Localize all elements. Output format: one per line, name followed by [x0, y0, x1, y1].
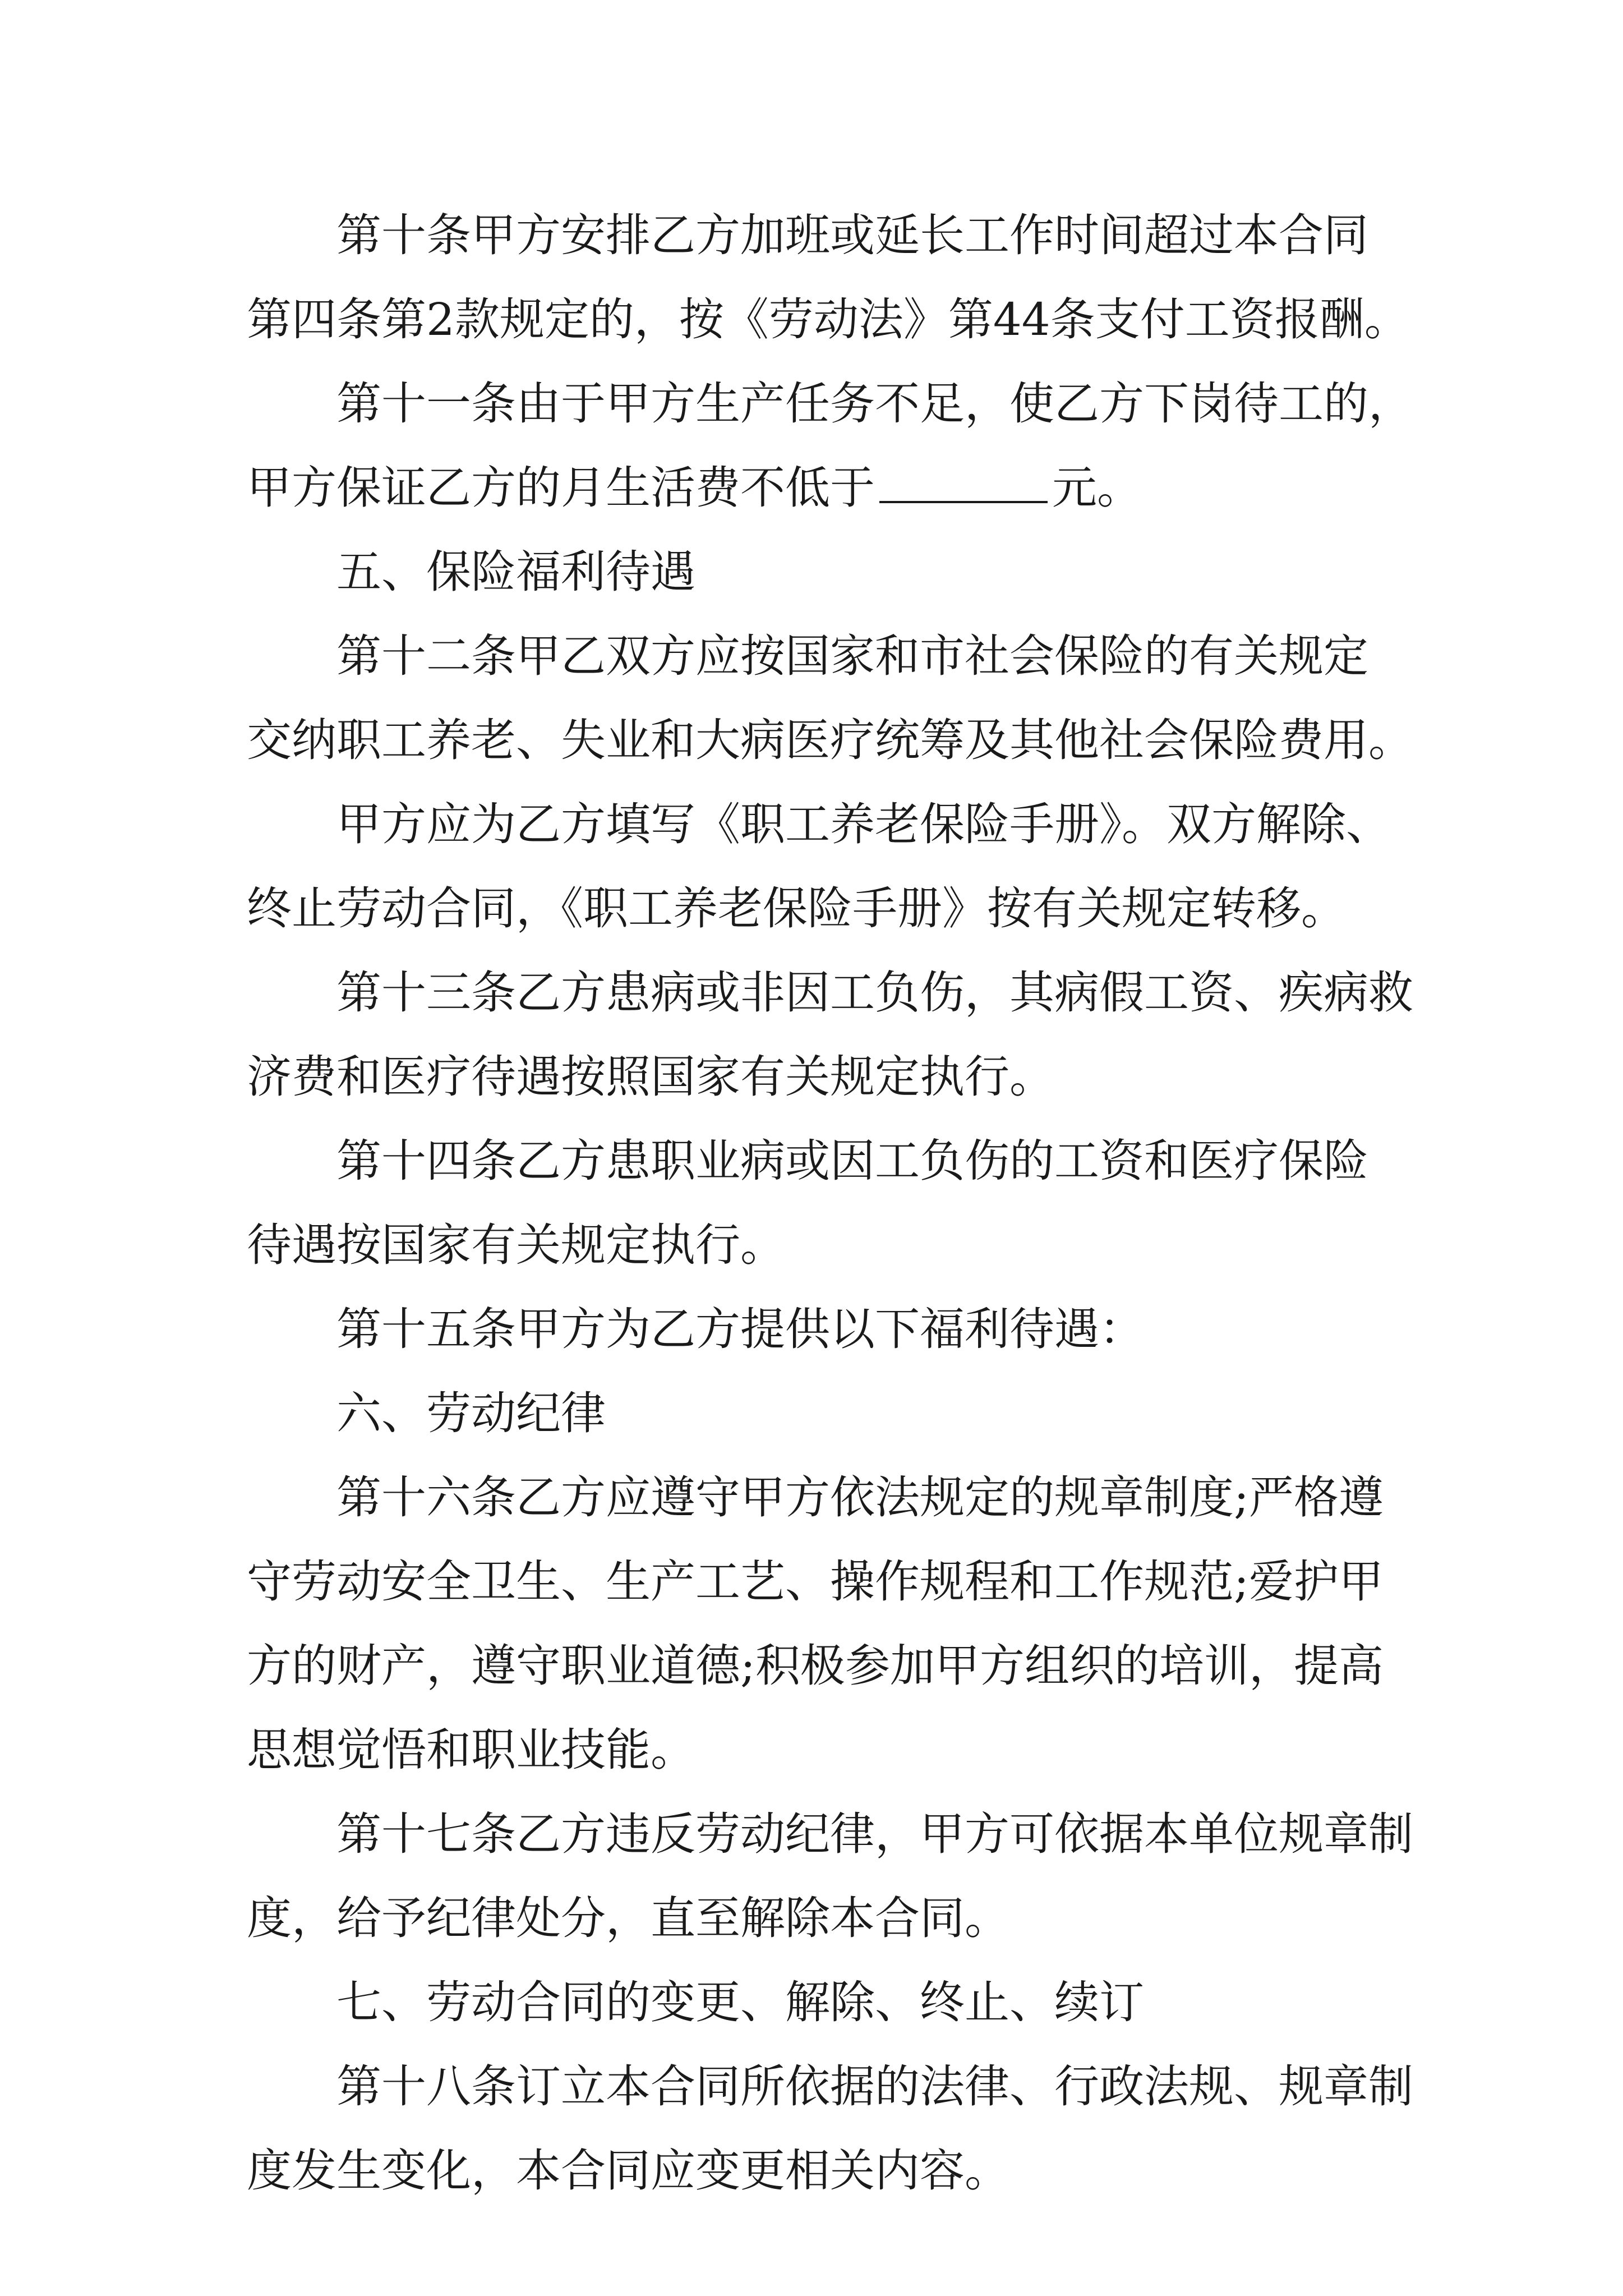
section-heading: 六、劳动纪律: [336, 1387, 606, 1439]
fill-in-blank: [879, 463, 1048, 503]
section-heading: 七、劳动合同的变更、解除、终止、续订: [336, 1976, 1144, 2028]
text-line: 度，给予纪律处分，直至解除本合同。: [247, 1892, 1009, 1944]
section-heading: 五、保险福利待遇: [336, 546, 695, 598]
text-fragment: 甲方保证乙方的月生活费不低于: [247, 462, 875, 514]
text-line: 济费和医疗待遇按照国家有关规定执行。: [247, 1051, 1054, 1103]
text-line: 终止劳动合同，《职工养老保险手册》按有关规定转移。: [247, 882, 1346, 935]
text-line: 第十六条乙方应遵守甲方依法规定的规章制度;严格遵: [336, 1471, 1384, 1524]
text-line: 甲方应为乙方填写《职工养老保险手册》。双方解除、: [336, 798, 1391, 850]
text-line: 第四条第2款规定的，按《劳动法》第44条支付工资报酬。: [247, 293, 1409, 346]
text-line: 第十三条乙方患病或非因工负伤，其病假工资、疾病救: [336, 967, 1413, 1019]
text-line: 思想觉悟和职业技能。: [247, 1724, 695, 1776]
text-fragment: 元。: [1052, 462, 1142, 514]
text-line: 第十七条乙方违反劳动纪律，甲方可依据本单位规章制: [336, 1808, 1413, 1860]
text-line: 第十八条订立本合同所依据的法律、行政法规、规章制: [336, 2060, 1413, 2113]
text-line: 方的财产，遵守职业道德;积极参加甲方组织的培训，提高: [247, 1640, 1384, 1692]
text-line: 第十条甲方安排乙方加班或延长工作时间超过本合同: [336, 209, 1368, 261]
text-line: [247, 457, 1142, 519]
text-line: 待遇按国家有关规定执行。: [247, 1219, 785, 1271]
text-line: 交纳职工养老、失业和大病医疗统筹及其他社会保险费用。: [247, 714, 1413, 766]
text-line: 第十五条甲方为乙方提供以下福利待遇：: [336, 1303, 1144, 1355]
text-line: 守劳动安全卫生、生产工艺、操作规程和工作规范;爱护甲: [247, 1556, 1384, 1608]
text-line: 第十四条乙方患职业病或因工负伤的工资和医疗保险: [336, 1135, 1368, 1187]
text-line: 度发生变化，本合同应变更相关内容。: [247, 2145, 1009, 2197]
text-line: 第十一条由于甲方生产任务不足，使乙方下岗待工的，: [336, 378, 1413, 430]
text-line: 第十二条甲乙双方应按国家和市社会保险的有关规定: [336, 630, 1368, 682]
